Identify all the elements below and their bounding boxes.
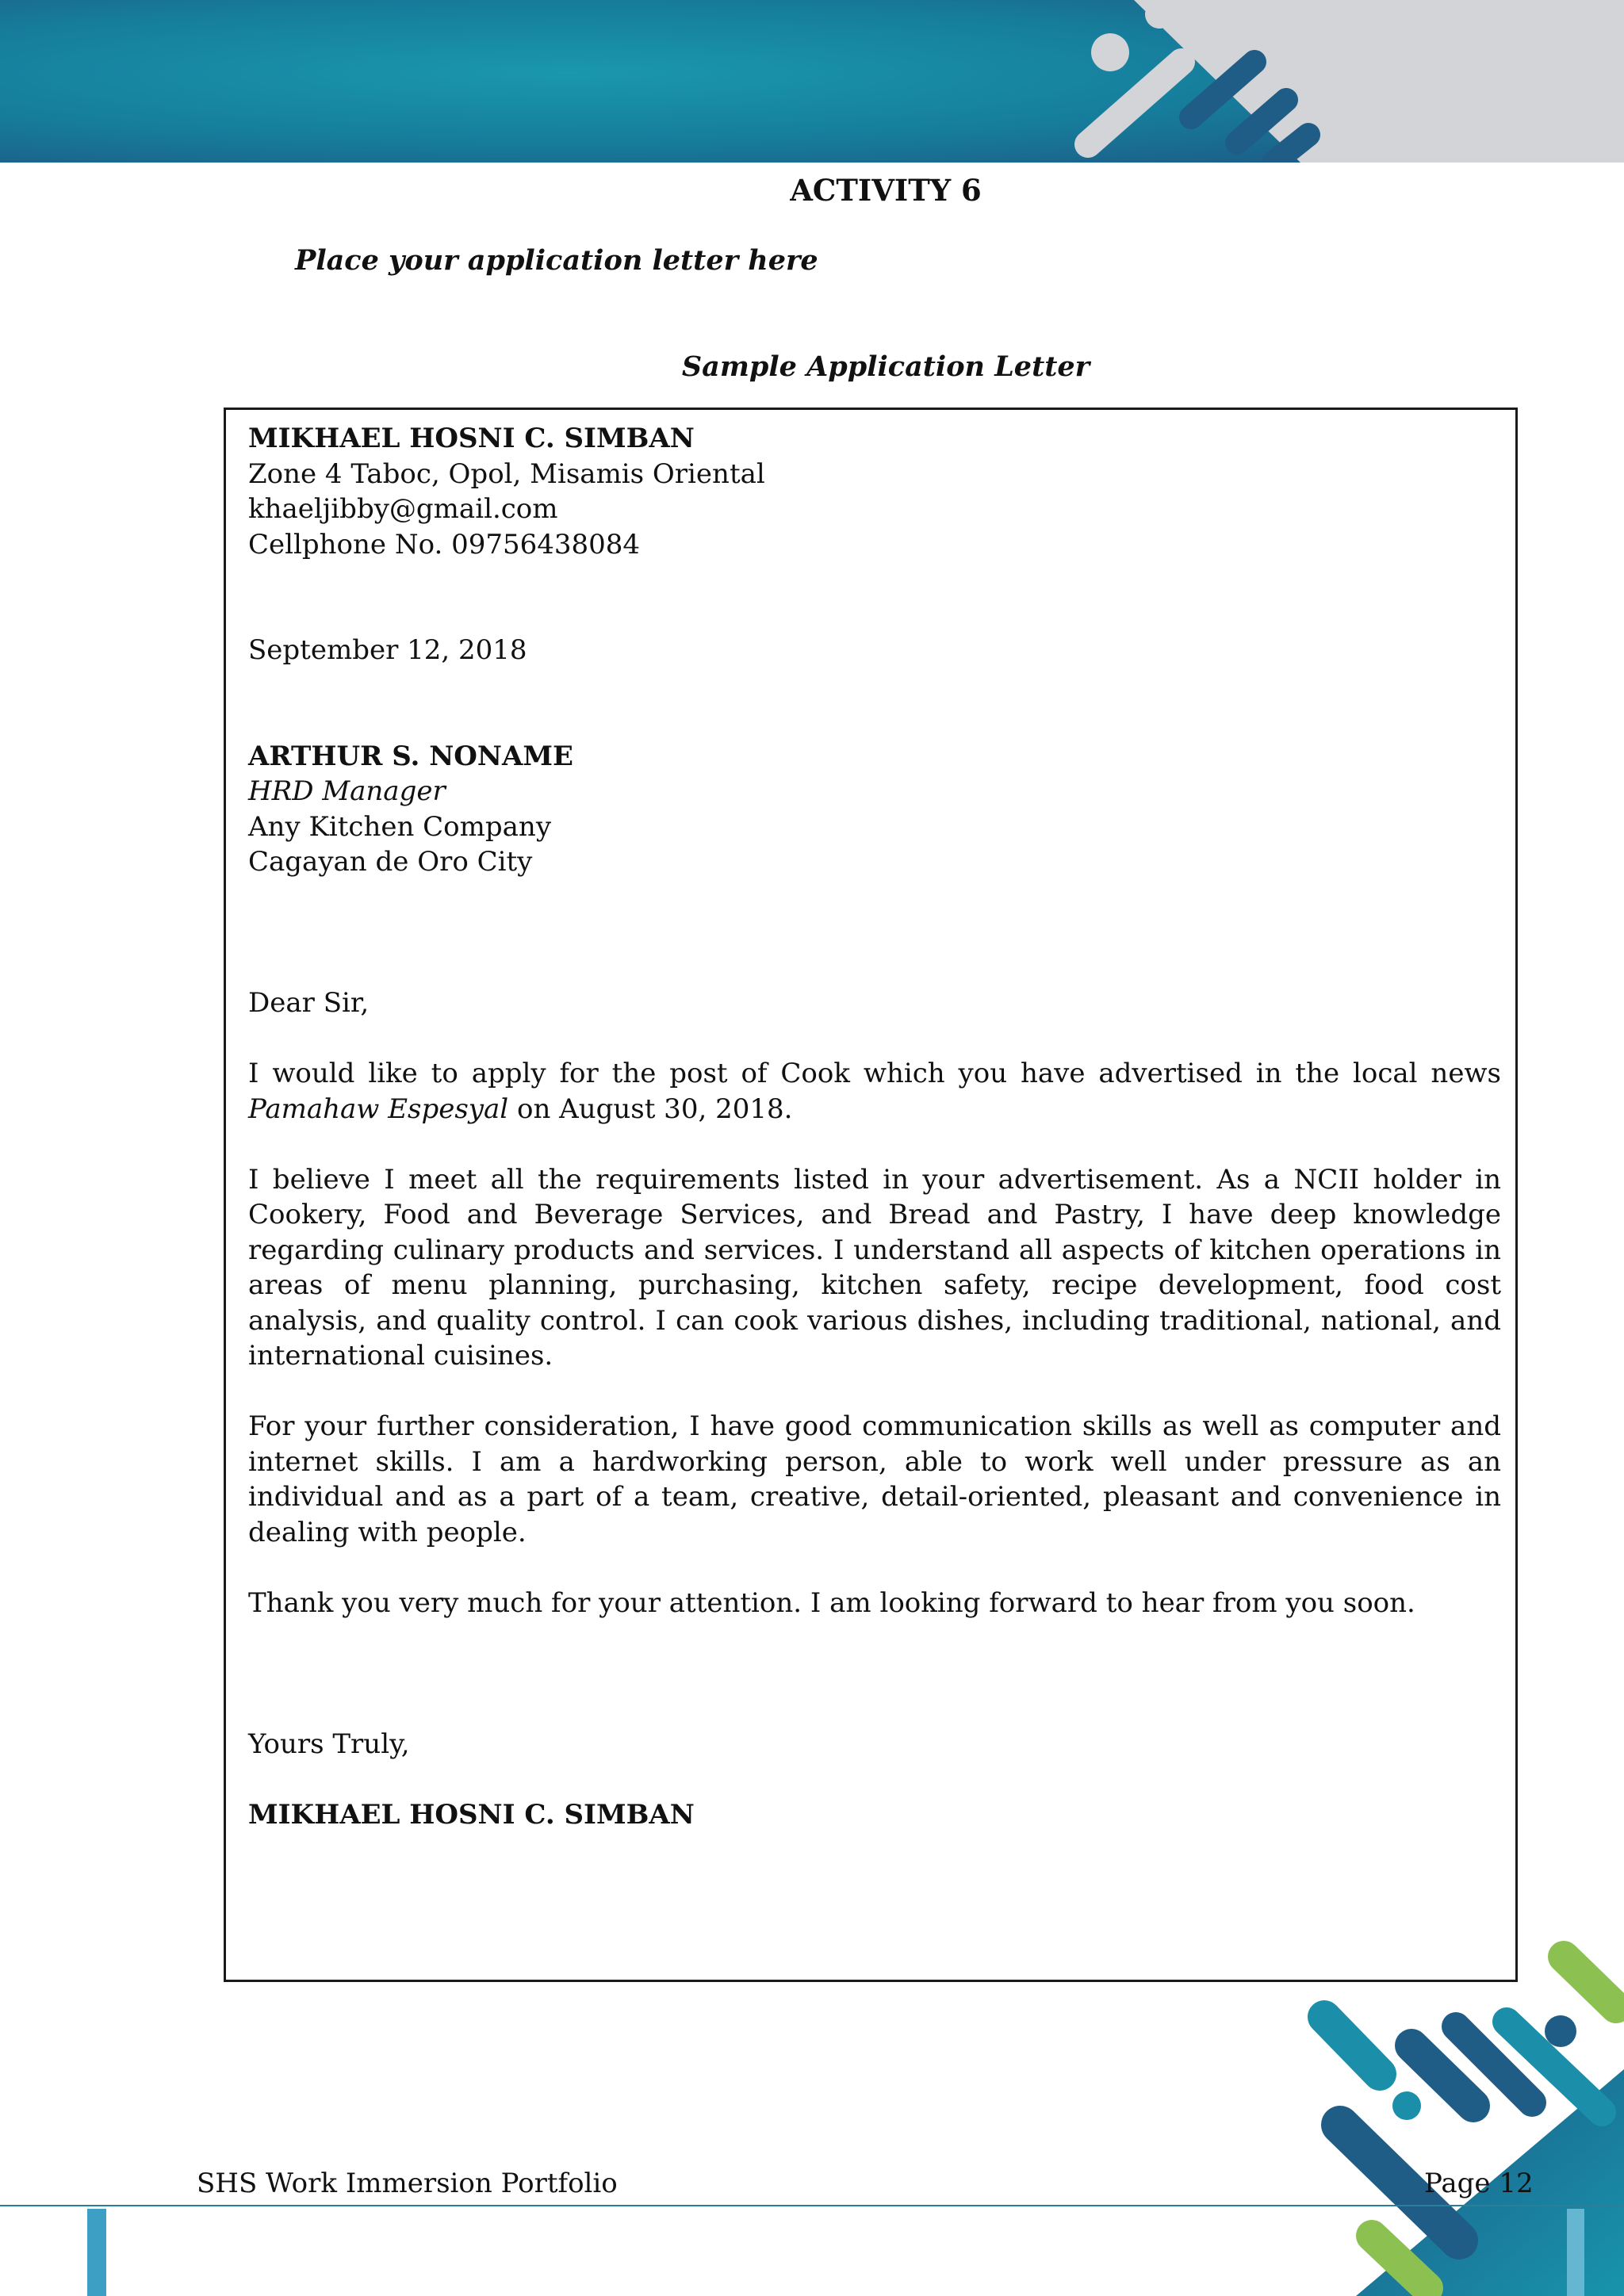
recipient-city: Cagayan de Oro City (248, 846, 533, 878)
signature-name: MIKHAEL HOSNI C. SIMBAN (248, 1798, 695, 1831)
closing: Yours Truly, (248, 1728, 410, 1760)
sample-letter-title: Sample Application Letter (681, 350, 1090, 383)
recipient-title: HRD Manager (248, 775, 446, 807)
paragraph-1-text: I would like to apply for the post of Cook which you have advertised in the local news (248, 1058, 1501, 1089)
page-number: Page 12 (1424, 2168, 1534, 2199)
footer-accent-left (87, 2209, 106, 2296)
instruction-text: Place your application letter here (295, 244, 818, 277)
paragraph-1-text-end: on August 30, 2018. (508, 1093, 793, 1125)
sender-email: khaeljibby@gmail.com (248, 493, 558, 525)
body-paragraph-4: Thank you very much for your attention. I am looking forward to hear from you soon. (248, 1586, 1415, 1619)
letter-date: September 12, 2018 (248, 634, 527, 666)
sender-name: MIKHAEL HOSNI C. SIMBAN (248, 423, 695, 454)
header-banner (0, 0, 1624, 163)
body-paragraph-3: For your further consideration, I have good communication skills as well as computer and internet skills. I am a hardworking person, able to work well under pressure as an individual and as a part of a team, creative, detail-oriented, pleasant and convenience in dealing with people. (248, 1410, 1501, 1548)
sender-address: Zone 4 Taboc, Opol, Misamis Oriental (248, 457, 765, 490)
application-letter (248, 421, 1501, 1832)
activity-title: ACTIVITY 6 (790, 173, 982, 208)
body-paragraph-2: I believe I meet all the requirements listed in your advertisement. As a NCII holder in Cookery, Food and Beverage Services, and Bread and Pastry, I have deep knowledge regarding culinary products and services. I understand all aspects of kitchen operations in areas of menu planning, purchasing, kitchen safety, recipe development, food cost analysis, and quality control. I can cook various dishes, including traditional, national, and international cuisines. (248, 1163, 1501, 1372)
recipient-name: ARTHUR S. NONAME (248, 740, 573, 772)
salutation: Dear Sir, (248, 987, 370, 1019)
newspaper-name: Pamahaw Espesyal (248, 1093, 509, 1125)
letter-frame (224, 408, 1518, 1982)
recipient-company: Any Kitchen Company (248, 810, 552, 843)
footer-accent-right (1567, 2209, 1584, 2296)
footer-portfolio-title: SHS Work Immersion Portfolio (197, 2168, 618, 2199)
body-paragraph-1 (248, 1056, 1501, 1127)
sender-phone: Cellphone No. 09756438084 (248, 528, 641, 561)
footer-divider (0, 2205, 1624, 2206)
